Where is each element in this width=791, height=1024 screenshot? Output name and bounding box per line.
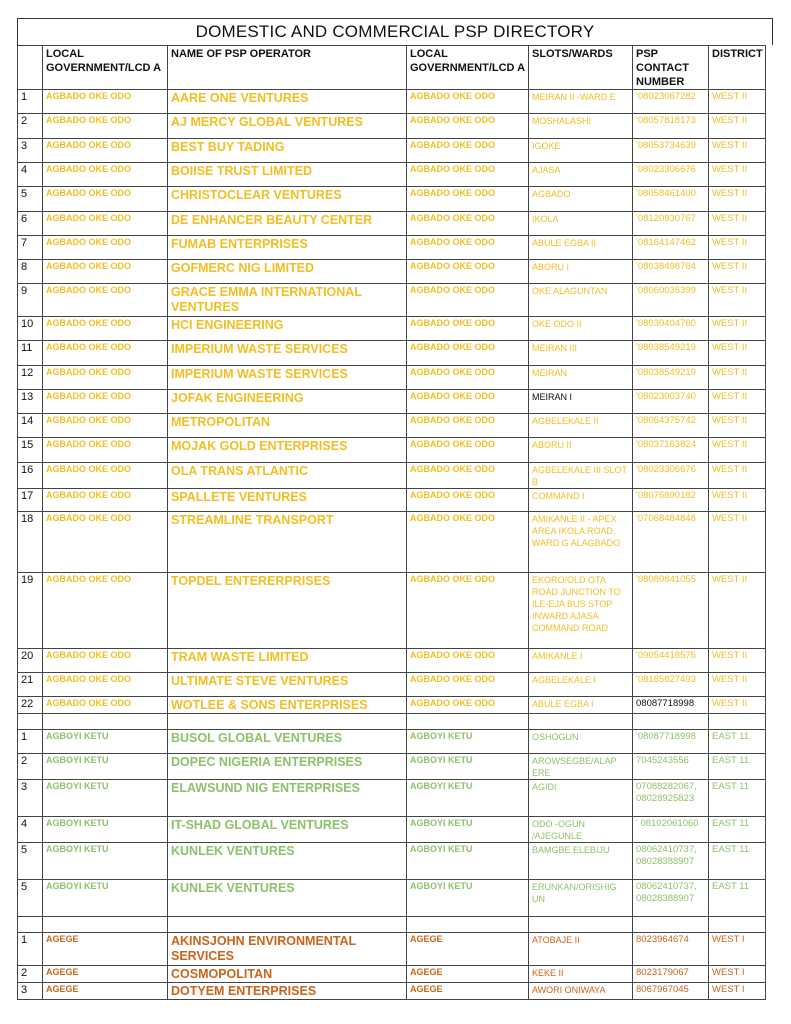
table-row — [18, 966, 766, 983]
row-number: 21 — [18, 673, 43, 697]
district: WEST II — [709, 212, 766, 236]
slot-ward: ABORU II — [529, 438, 633, 463]
table-row — [18, 673, 766, 697]
row-number: 11 — [18, 341, 43, 366]
local-government: AGBADO OKE ODO — [43, 512, 168, 573]
row-number: 20 — [18, 649, 43, 673]
slot-ward: ODO -OGUN /AJEGUNLE — [529, 817, 633, 843]
contact-number: 8023179067 — [633, 966, 709, 983]
row-number: 5 — [18, 843, 43, 880]
local-government: AGEGE — [43, 983, 168, 1000]
district: WEST II — [709, 414, 766, 438]
row-number: 3 — [18, 983, 43, 1000]
contact-number: '08038549219 — [633, 341, 709, 366]
local-government-2: AGEGE — [407, 966, 529, 983]
psp-operator-name: DE ENHANCER BEAUTY CENTER — [168, 212, 407, 236]
row-number: 1 — [18, 90, 43, 114]
local-government: AGBADO OKE ODO — [43, 649, 168, 673]
slot-ward: MOSHALASHI — [529, 114, 633, 139]
local-government: AGBADO OKE ODO — [43, 366, 168, 390]
psp-operator-name: IMPERIUM WASTE SERVICES — [168, 366, 407, 390]
local-government: AGBADO OKE ODO — [43, 438, 168, 463]
header-local-government-2: LOCAL GOVERNMENT/LCD A — [407, 46, 529, 90]
contact-number: 7045243556 — [633, 754, 709, 780]
contact-number: '08023067282 — [633, 90, 709, 114]
psp-operator-name: TOPDEL ENTERERPRISES — [168, 573, 407, 649]
header-district: DISTRICT — [709, 46, 766, 90]
slot-ward: COMMAND I — [529, 489, 633, 512]
local-government-2: AGBADO OKE ODO — [407, 341, 529, 366]
psp-operator-name: GRACE EMMA INTERNATIONAL VENTURES — [168, 284, 407, 317]
contact-number: 07088282067, 08028925823 — [633, 780, 709, 817]
contact-number: 8067967045 — [633, 983, 709, 1000]
empty-cell — [18, 714, 43, 730]
district: WEST I — [709, 933, 766, 966]
table-row — [18, 260, 766, 284]
slot-ward: AGBADO — [529, 187, 633, 212]
local-government: AGBADO OKE ODO — [43, 697, 168, 714]
slot-ward: AJASA — [529, 163, 633, 187]
contact-number: ' 08102061060 — [633, 817, 709, 843]
slot-ward: AWORI ONIWAYA — [529, 983, 633, 1000]
row-number: 8 — [18, 260, 43, 284]
row-number: 10 — [18, 317, 43, 341]
district: WEST II — [709, 236, 766, 260]
table-row — [18, 366, 766, 390]
district: WEST II — [709, 90, 766, 114]
slot-ward: IKOLA — [529, 212, 633, 236]
slot-ward: ERUNKAN/ORISHIG UN — [529, 880, 633, 917]
table-row — [18, 780, 766, 817]
empty-cell — [529, 917, 633, 933]
spacer-row — [18, 714, 766, 730]
district: EAST 11 — [709, 843, 766, 880]
local-government-2: AGBADO OKE ODO — [407, 697, 529, 714]
table-row — [18, 212, 766, 236]
local-government: AGBOYI KETU — [43, 754, 168, 780]
empty-cell — [709, 917, 766, 933]
contact-number: '08057818173 — [633, 114, 709, 139]
slot-ward: AGBELEKALE II — [529, 414, 633, 438]
local-government-2: AGBADO OKE ODO — [407, 414, 529, 438]
psp-operator-name: MOJAK GOLD ENTERPRISES — [168, 438, 407, 463]
table-row — [18, 489, 766, 512]
psp-operator-name: AARE ONE VENTURES — [168, 90, 407, 114]
local-government: AGBADO OKE ODO — [43, 673, 168, 697]
local-government: AGBADO OKE ODO — [43, 163, 168, 187]
row-number: 5 — [18, 880, 43, 917]
psp-operator-name: OLA TRANS ATLANTIC — [168, 463, 407, 489]
table-row — [18, 463, 766, 489]
table-row — [18, 512, 766, 573]
table-row — [18, 438, 766, 463]
local-government-2: AGBOYI KETU — [407, 730, 529, 754]
slot-ward: EKORO/OLD OTA ROAD JUNCTION TO ILE-EJA BUS STOP INWARD AJASA COMMAND ROAD — [529, 573, 633, 649]
slot-ward: MEIRAN — [529, 366, 633, 390]
slot-ward: MEIRAN III — [529, 341, 633, 366]
local-government: AGBADO OKE ODO — [43, 489, 168, 512]
row-number: 4 — [18, 163, 43, 187]
psp-operator-name: COSMOPOLITAN — [168, 966, 407, 983]
contact-number: 08087718998 — [633, 697, 709, 714]
contact-number: 08062410737, 08028388907 — [633, 880, 709, 917]
district: WEST II — [709, 284, 766, 317]
table-row — [18, 414, 766, 438]
local-government: AGBADO OKE ODO — [43, 414, 168, 438]
local-government-2: AGBADO OKE ODO — [407, 236, 529, 260]
local-government: AGBADO OKE ODO — [43, 187, 168, 212]
slot-ward: OSHOGUN — [529, 730, 633, 754]
local-government-2: AGEGE — [407, 933, 529, 966]
local-government: AGBOYI KETU — [43, 780, 168, 817]
psp-operator-name: METROPOLITAN — [168, 414, 407, 438]
local-government-2: AGBOYI KETU — [407, 880, 529, 917]
contact-number: '08075890182 — [633, 489, 709, 512]
slot-ward: AGBELEKALE I — [529, 673, 633, 697]
district: WEST II — [709, 317, 766, 341]
district: EAST 11 — [709, 730, 766, 754]
psp-operator-name: STREAMLINE TRANSPORT — [168, 512, 407, 573]
table-row — [18, 933, 766, 966]
psp-operator-name: KUNLEK VENTURES — [168, 880, 407, 917]
contact-number: '08064375742 — [633, 414, 709, 438]
empty-cell — [407, 714, 529, 730]
local-government-2: AGBADO OKE ODO — [407, 260, 529, 284]
contact-number: '09054418575 — [633, 649, 709, 673]
contact-number: '07068484848 — [633, 512, 709, 573]
slot-ward: AGIDI — [529, 780, 633, 817]
empty-cell — [43, 714, 168, 730]
table-row — [18, 880, 766, 917]
row-number: 7 — [18, 236, 43, 260]
table-row — [18, 163, 766, 187]
row-number: 6 — [18, 212, 43, 236]
empty-cell — [633, 917, 709, 933]
contact-number: '08185827493 — [633, 673, 709, 697]
row-number: 2 — [18, 114, 43, 139]
local-government: AGBADO OKE ODO — [43, 139, 168, 163]
slot-ward: IGOKE — [529, 139, 633, 163]
local-government: AGBADO OKE ODO — [43, 90, 168, 114]
local-government-2: AGBADO OKE ODO — [407, 90, 529, 114]
district: WEST I — [709, 966, 766, 983]
district: WEST II — [709, 489, 766, 512]
empty-cell — [168, 917, 407, 933]
table-row — [18, 390, 766, 414]
local-government-2: AGBADO OKE ODO — [407, 163, 529, 187]
local-government: AGBOYI KETU — [43, 880, 168, 917]
slot-ward: OKE ODO II — [529, 317, 633, 341]
district: WEST II — [709, 512, 766, 573]
local-government-2: AGBOYI KETU — [407, 780, 529, 817]
district: WEST II — [709, 463, 766, 489]
row-number: 15 — [18, 438, 43, 463]
contact-number: '08023306676 — [633, 163, 709, 187]
local-government-2: AGEGE — [407, 983, 529, 1000]
local-government: AGBOYI KETU — [43, 730, 168, 754]
table-row — [18, 573, 766, 649]
slot-ward: ATOBAJE II — [529, 933, 633, 966]
local-government-2: AGBADO OKE ODO — [407, 317, 529, 341]
slot-ward: BAMGBE ELEBIJU — [529, 843, 633, 880]
empty-cell — [709, 714, 766, 730]
psp-operator-name: IT-SHAD GLOBAL VENTURES — [168, 817, 407, 843]
district: WEST II — [709, 673, 766, 697]
table-row — [18, 114, 766, 139]
psp-operator-name: ULTIMATE STEVE VENTURES — [168, 673, 407, 697]
row-number: 22 — [18, 697, 43, 714]
contact-number: '08023003740 — [633, 390, 709, 414]
header-num — [18, 46, 43, 90]
header-psp-operator: NAME OF PSP OPERATOR — [168, 46, 407, 90]
local-government-2: AGBOYI KETU — [407, 754, 529, 780]
contact-number: '08120930767 — [633, 212, 709, 236]
slot-ward: ABORU I — [529, 260, 633, 284]
contact-number: 08062410737, 08028388907 — [633, 843, 709, 880]
local-government-2: AGBOYI KETU — [407, 843, 529, 880]
local-government: AGBADO OKE ODO — [43, 260, 168, 284]
district: WEST II — [709, 163, 766, 187]
table-row — [18, 187, 766, 212]
empty-cell — [168, 714, 407, 730]
contact-number: '08030404760 — [633, 317, 709, 341]
local-government: AGBOYI KETU — [43, 817, 168, 843]
table-row — [18, 90, 766, 114]
psp-operator-name: TRAM WASTE LIMITED — [168, 649, 407, 673]
psp-operator-name: DOPEC NIGERIA ENTERPRISES — [168, 754, 407, 780]
local-government-2: AGBADO OKE ODO — [407, 114, 529, 139]
slot-ward: MEIRAN I — [529, 390, 633, 414]
local-government-2: AGBADO OKE ODO — [407, 512, 529, 573]
row-number: 9 — [18, 284, 43, 317]
contact-number: '08037163824 — [633, 438, 709, 463]
psp-operator-name: ELAWSUND NIG ENTERPRISES — [168, 780, 407, 817]
contact-number: '08080841055 — [633, 573, 709, 649]
psp-operator-name: SPALLETE VENTURES — [168, 489, 407, 512]
row-number: 4 — [18, 817, 43, 843]
page-title: DOMESTIC AND COMMERCIAL PSP DIRECTORY — [17, 18, 773, 45]
slot-ward: MEIRAN II -WARD E — [529, 90, 633, 114]
psp-operator-name: CHRISTOCLEAR VENTURES — [168, 187, 407, 212]
slot-ward: AROWSEGBE/ALAP ERE — [529, 754, 633, 780]
district: EAST 11 — [709, 754, 766, 780]
contact-number: 8023964674 — [633, 933, 709, 966]
psp-operator-name: DOTYEM ENTERPRISES — [168, 983, 407, 1000]
row-number: 2 — [18, 966, 43, 983]
header-row — [18, 46, 766, 90]
psp-directory-table — [17, 45, 766, 1000]
local-government-2: AGBOYI KETU — [407, 817, 529, 843]
row-number: 3 — [18, 780, 43, 817]
psp-operator-name: KUNLEK VENTURES — [168, 843, 407, 880]
empty-cell — [529, 714, 633, 730]
table-row — [18, 754, 766, 780]
local-government: AGBADO OKE ODO — [43, 284, 168, 317]
district: WEST II — [709, 187, 766, 212]
table-row — [18, 139, 766, 163]
empty-cell — [43, 917, 168, 933]
psp-operator-name: HCI ENGINEERING — [168, 317, 407, 341]
row-number: 14 — [18, 414, 43, 438]
psp-operator-name: WOTLEE & SONS ENTERPRISES — [168, 697, 407, 714]
district: WEST II — [709, 260, 766, 284]
local-government-2: AGBADO OKE ODO — [407, 489, 529, 512]
spacer-row — [18, 917, 766, 933]
row-number: 2 — [18, 754, 43, 780]
local-government: AGBADO OKE ODO — [43, 463, 168, 489]
local-government-2: AGBADO OKE ODO — [407, 187, 529, 212]
psp-operator-name: AKINSJOHN ENVIRONMENTAL SERVICES — [168, 933, 407, 966]
row-number: 16 — [18, 463, 43, 489]
row-number: 1 — [18, 730, 43, 754]
psp-operator-name: AJ MERCY GLOBAL VENTURES — [168, 114, 407, 139]
district: WEST II — [709, 114, 766, 139]
local-government: AGEGE — [43, 933, 168, 966]
row-number: 1 — [18, 933, 43, 966]
local-government: AGBADO OKE ODO — [43, 573, 168, 649]
slot-ward: AGBELEKALE III SLOT B — [529, 463, 633, 489]
table-row — [18, 649, 766, 673]
header-local-government: LOCAL GOVERNMENT/LCD A — [43, 46, 168, 90]
empty-cell — [633, 714, 709, 730]
header-contact-number: PSP CONTACT NUMBER — [633, 46, 709, 90]
local-government-2: AGBADO OKE ODO — [407, 463, 529, 489]
local-government-2: AGBADO OKE ODO — [407, 673, 529, 697]
contact-number: '08038549219 — [633, 366, 709, 390]
local-government: AGBADO OKE ODO — [43, 390, 168, 414]
table-row — [18, 284, 766, 317]
contact-number: '08023306676 — [633, 463, 709, 489]
contact-number: '08087718998 — [633, 730, 709, 754]
local-government: AGEGE — [43, 966, 168, 983]
psp-operator-name: FUMAB ENTERPRISES — [168, 236, 407, 260]
local-government-2: AGBADO OKE ODO — [407, 649, 529, 673]
local-government-2: AGBADO OKE ODO — [407, 139, 529, 163]
local-government: AGBADO OKE ODO — [43, 236, 168, 260]
local-government-2: AGBADO OKE ODO — [407, 284, 529, 317]
local-government: AGBADO OKE ODO — [43, 317, 168, 341]
table-row — [18, 817, 766, 843]
table-row — [18, 317, 766, 341]
slot-ward: ABULE EGBA II — [529, 236, 633, 260]
district: WEST II — [709, 390, 766, 414]
district: WEST I — [709, 983, 766, 1000]
local-government-2: AGBADO OKE ODO — [407, 212, 529, 236]
district: EAST 11 — [709, 880, 766, 917]
row-number: 19 — [18, 573, 43, 649]
district: WEST II — [709, 366, 766, 390]
table-row — [18, 341, 766, 366]
row-number: 5 — [18, 187, 43, 212]
slot-ward: OKE ALAGUNTAN — [529, 284, 633, 317]
local-government: AGBADO OKE ODO — [43, 212, 168, 236]
header-slots-wards: SLOTS/WARDS — [529, 46, 633, 90]
local-government-2: AGBADO OKE ODO — [407, 438, 529, 463]
table-row — [18, 730, 766, 754]
contact-number: '08058461400 — [633, 187, 709, 212]
district: EAST 11 — [709, 780, 766, 817]
local-government: AGBADO OKE ODO — [43, 341, 168, 366]
table-row — [18, 843, 766, 880]
contact-number: '08164147462 — [633, 236, 709, 260]
district: WEST II — [709, 438, 766, 463]
contact-number: '08038498764 — [633, 260, 709, 284]
district: WEST II — [709, 649, 766, 673]
district: WEST II — [709, 341, 766, 366]
psp-operator-name: BEST BUY TADING — [168, 139, 407, 163]
empty-cell — [18, 917, 43, 933]
psp-operator-name: BOIISE TRUST LIMITED — [168, 163, 407, 187]
psp-operator-name: JOFAK ENGINEERING — [168, 390, 407, 414]
local-government: AGBADO OKE ODO — [43, 114, 168, 139]
contact-number: '08060035399 — [633, 284, 709, 317]
district: EAST 11 — [709, 817, 766, 843]
table-row — [18, 236, 766, 260]
table-row — [18, 983, 766, 1000]
psp-operator-name: GOFMERC NIG LIMITED — [168, 260, 407, 284]
empty-cell — [407, 917, 529, 933]
slot-ward: ABULE EGBA I — [529, 697, 633, 714]
row-number: 18 — [18, 512, 43, 573]
contact-number: '08053734639 — [633, 139, 709, 163]
district: WEST II — [709, 573, 766, 649]
slot-ward: AMIKANLE II - APEX AREA IKOLA ROAD, WARD G ALAGBADO — [529, 512, 633, 573]
psp-operator-name: BUSOL GLOBAL VENTURES — [168, 730, 407, 754]
row-number: 17 — [18, 489, 43, 512]
table-row — [18, 697, 766, 714]
local-government-2: AGBADO OKE ODO — [407, 390, 529, 414]
local-government: AGBOYI KETU — [43, 843, 168, 880]
district: WEST II — [709, 697, 766, 714]
local-government-2: AGBADO OKE ODO — [407, 366, 529, 390]
slot-ward: KEKE II — [529, 966, 633, 983]
district: WEST II — [709, 139, 766, 163]
local-government-2: AGBADO OKE ODO — [407, 573, 529, 649]
row-number: 3 — [18, 139, 43, 163]
row-number: 13 — [18, 390, 43, 414]
psp-operator-name: IMPERIUM WASTE SERVICES — [168, 341, 407, 366]
slot-ward: AMIKANLE I — [529, 649, 633, 673]
row-number: 12 — [18, 366, 43, 390]
